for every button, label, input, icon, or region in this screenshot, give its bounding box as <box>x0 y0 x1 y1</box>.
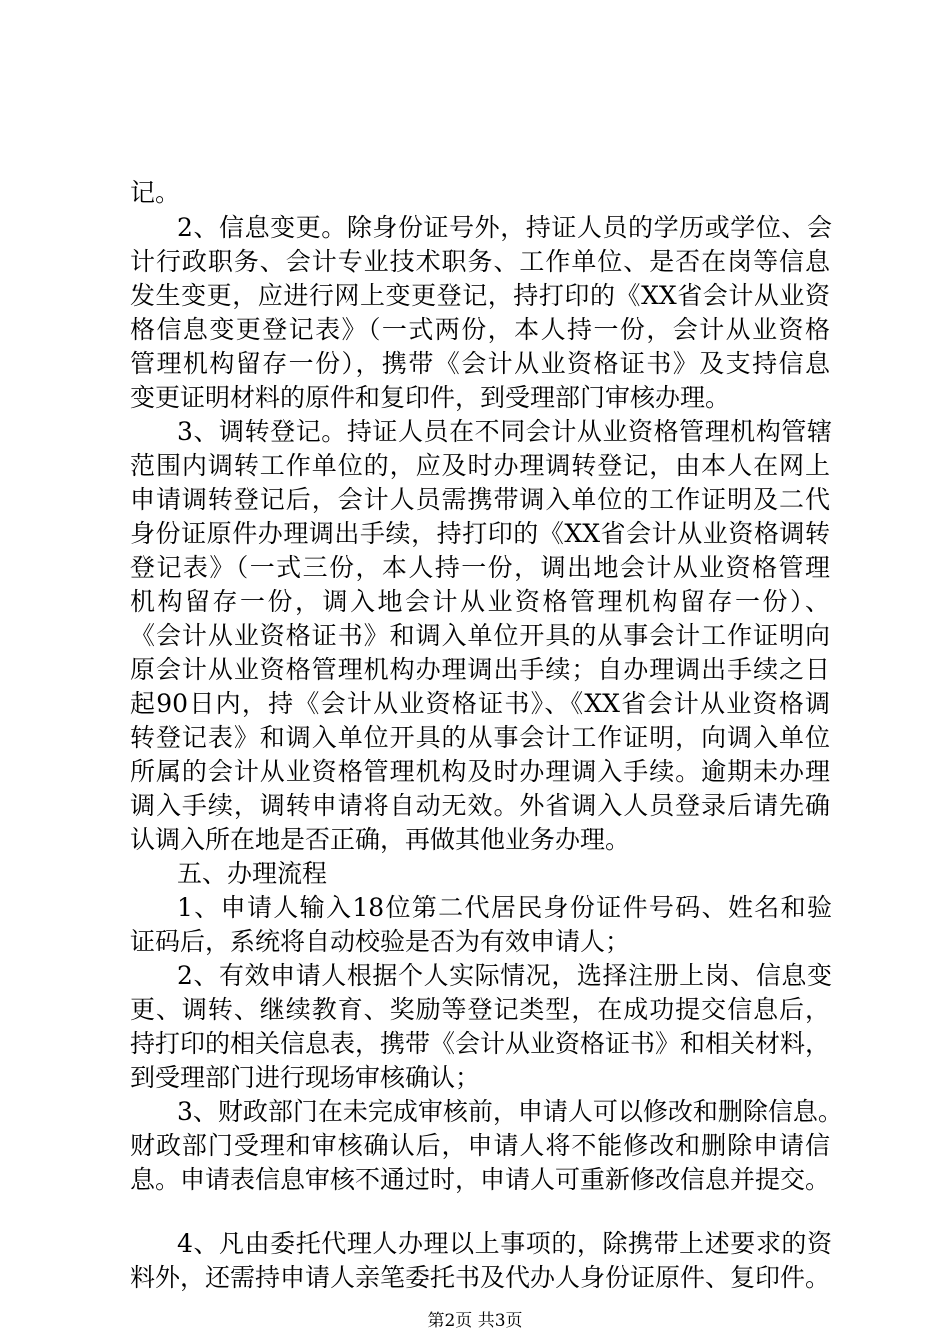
text-line: 更、调转、继续教育、奖励等登记类型，在成功提交信息后， <box>130 995 830 1024</box>
section-heading: 五、办理流程 <box>177 859 328 888</box>
text-line: 财政部门受理和审核确认后，申请人将不能修改和删除申请信 <box>130 1131 830 1160</box>
paragraph-first-line: 3、调转登记。持证人员在不同会计从业资格管理机构管辖 <box>177 417 832 446</box>
text-line: 料外，还需持申请人亲笔委托书及代办人身份证原件、复印件。 <box>130 1263 831 1292</box>
paragraph-first-line: 2、信息变更。除身份证号外，持证人员的学历或学位、会 <box>177 213 832 242</box>
paragraph-first-line: 2、有效申请人根据个人实际情况，选择注册上岗、信息变 <box>177 961 832 990</box>
text-line: 范围内调转工作单位的，应及时办理调转登记，由本人在网上 <box>130 451 830 480</box>
text-line: 到受理部门进行现场审核确认； <box>130 1063 481 1092</box>
text-line: 记。 <box>130 178 181 207</box>
paragraph-first-line: 1、申请人输入18位第二代居民身份证件号码、姓名和验 <box>177 893 832 922</box>
text-line: 《会计从业资格证书》和调入单位开具的从事会计工作证明向 <box>130 621 830 650</box>
text-line: 发生变更，应进行网上变更登记，持打印的《XX省会计从业资 <box>130 281 830 310</box>
text-line: 调入手续，调转申请将自动无效。外省调入人员登录后请先确 <box>130 791 830 820</box>
text-line: 格信息变更登记表》（一式两份，本人持一份，会计从业资格 <box>130 315 830 344</box>
text-line: 管理机构留存一份），携带《会计从业资格证书》及支持信息 <box>130 349 830 378</box>
page-number-footer: 第2页 共3页 <box>427 1311 523 1331</box>
text-line: 计行政职务、会计专业技术职务、工作单位、是否在岗等信息 <box>130 247 830 276</box>
text-line: 申请调转登记后，会计人员需携带调入单位的工作证明及二代 <box>130 485 830 514</box>
text-line: 登记表》（一式三份，本人持一份，调出地会计从业资格管理 <box>130 553 830 582</box>
text-line: 息。申请表信息审核不通过时，申请人可重新修改信息并提交。 <box>130 1165 831 1194</box>
text-line: 认调入所在地是否正确，再做其他业务办理。 <box>130 825 631 854</box>
text-line: 证码后，系统将自动校验是否为有效申请人； <box>130 927 631 956</box>
text-line: 机构留存一份，调入地会计从业资格管理机构留存一份）、 <box>130 587 830 616</box>
text-line: 原会计从业资格管理机构办理调出手续；自办理调出手续之日 <box>130 655 830 684</box>
text-line: 身份证原件办理调出手续，持打印的《XX省会计从业资格调转 <box>130 519 830 548</box>
text-line: 起90日内，持《会计从业资格证书》、《XX省会计从业资格调 <box>130 689 830 718</box>
paragraph-first-line: 3、财政部门在未完成审核前，申请人可以修改和删除信息。 <box>177 1097 843 1126</box>
text-line: 持打印的相关信息表，携带《会计从业资格证书》和相关材料， <box>130 1029 831 1058</box>
text-line: 转登记表》和调入单位开具的从事会计工作证明，向调入单位 <box>130 723 830 752</box>
paragraph-first-line: 4、凡由委托代理人办理以上事项的，除携带上述要求的资 <box>177 1229 832 1258</box>
text-line: 变更证明材料的原件和复印件，到受理部门审核办理。 <box>130 383 731 412</box>
text-line: 所属的会计从业资格管理机构及时办理调入手续。逾期未办理 <box>130 757 830 786</box>
